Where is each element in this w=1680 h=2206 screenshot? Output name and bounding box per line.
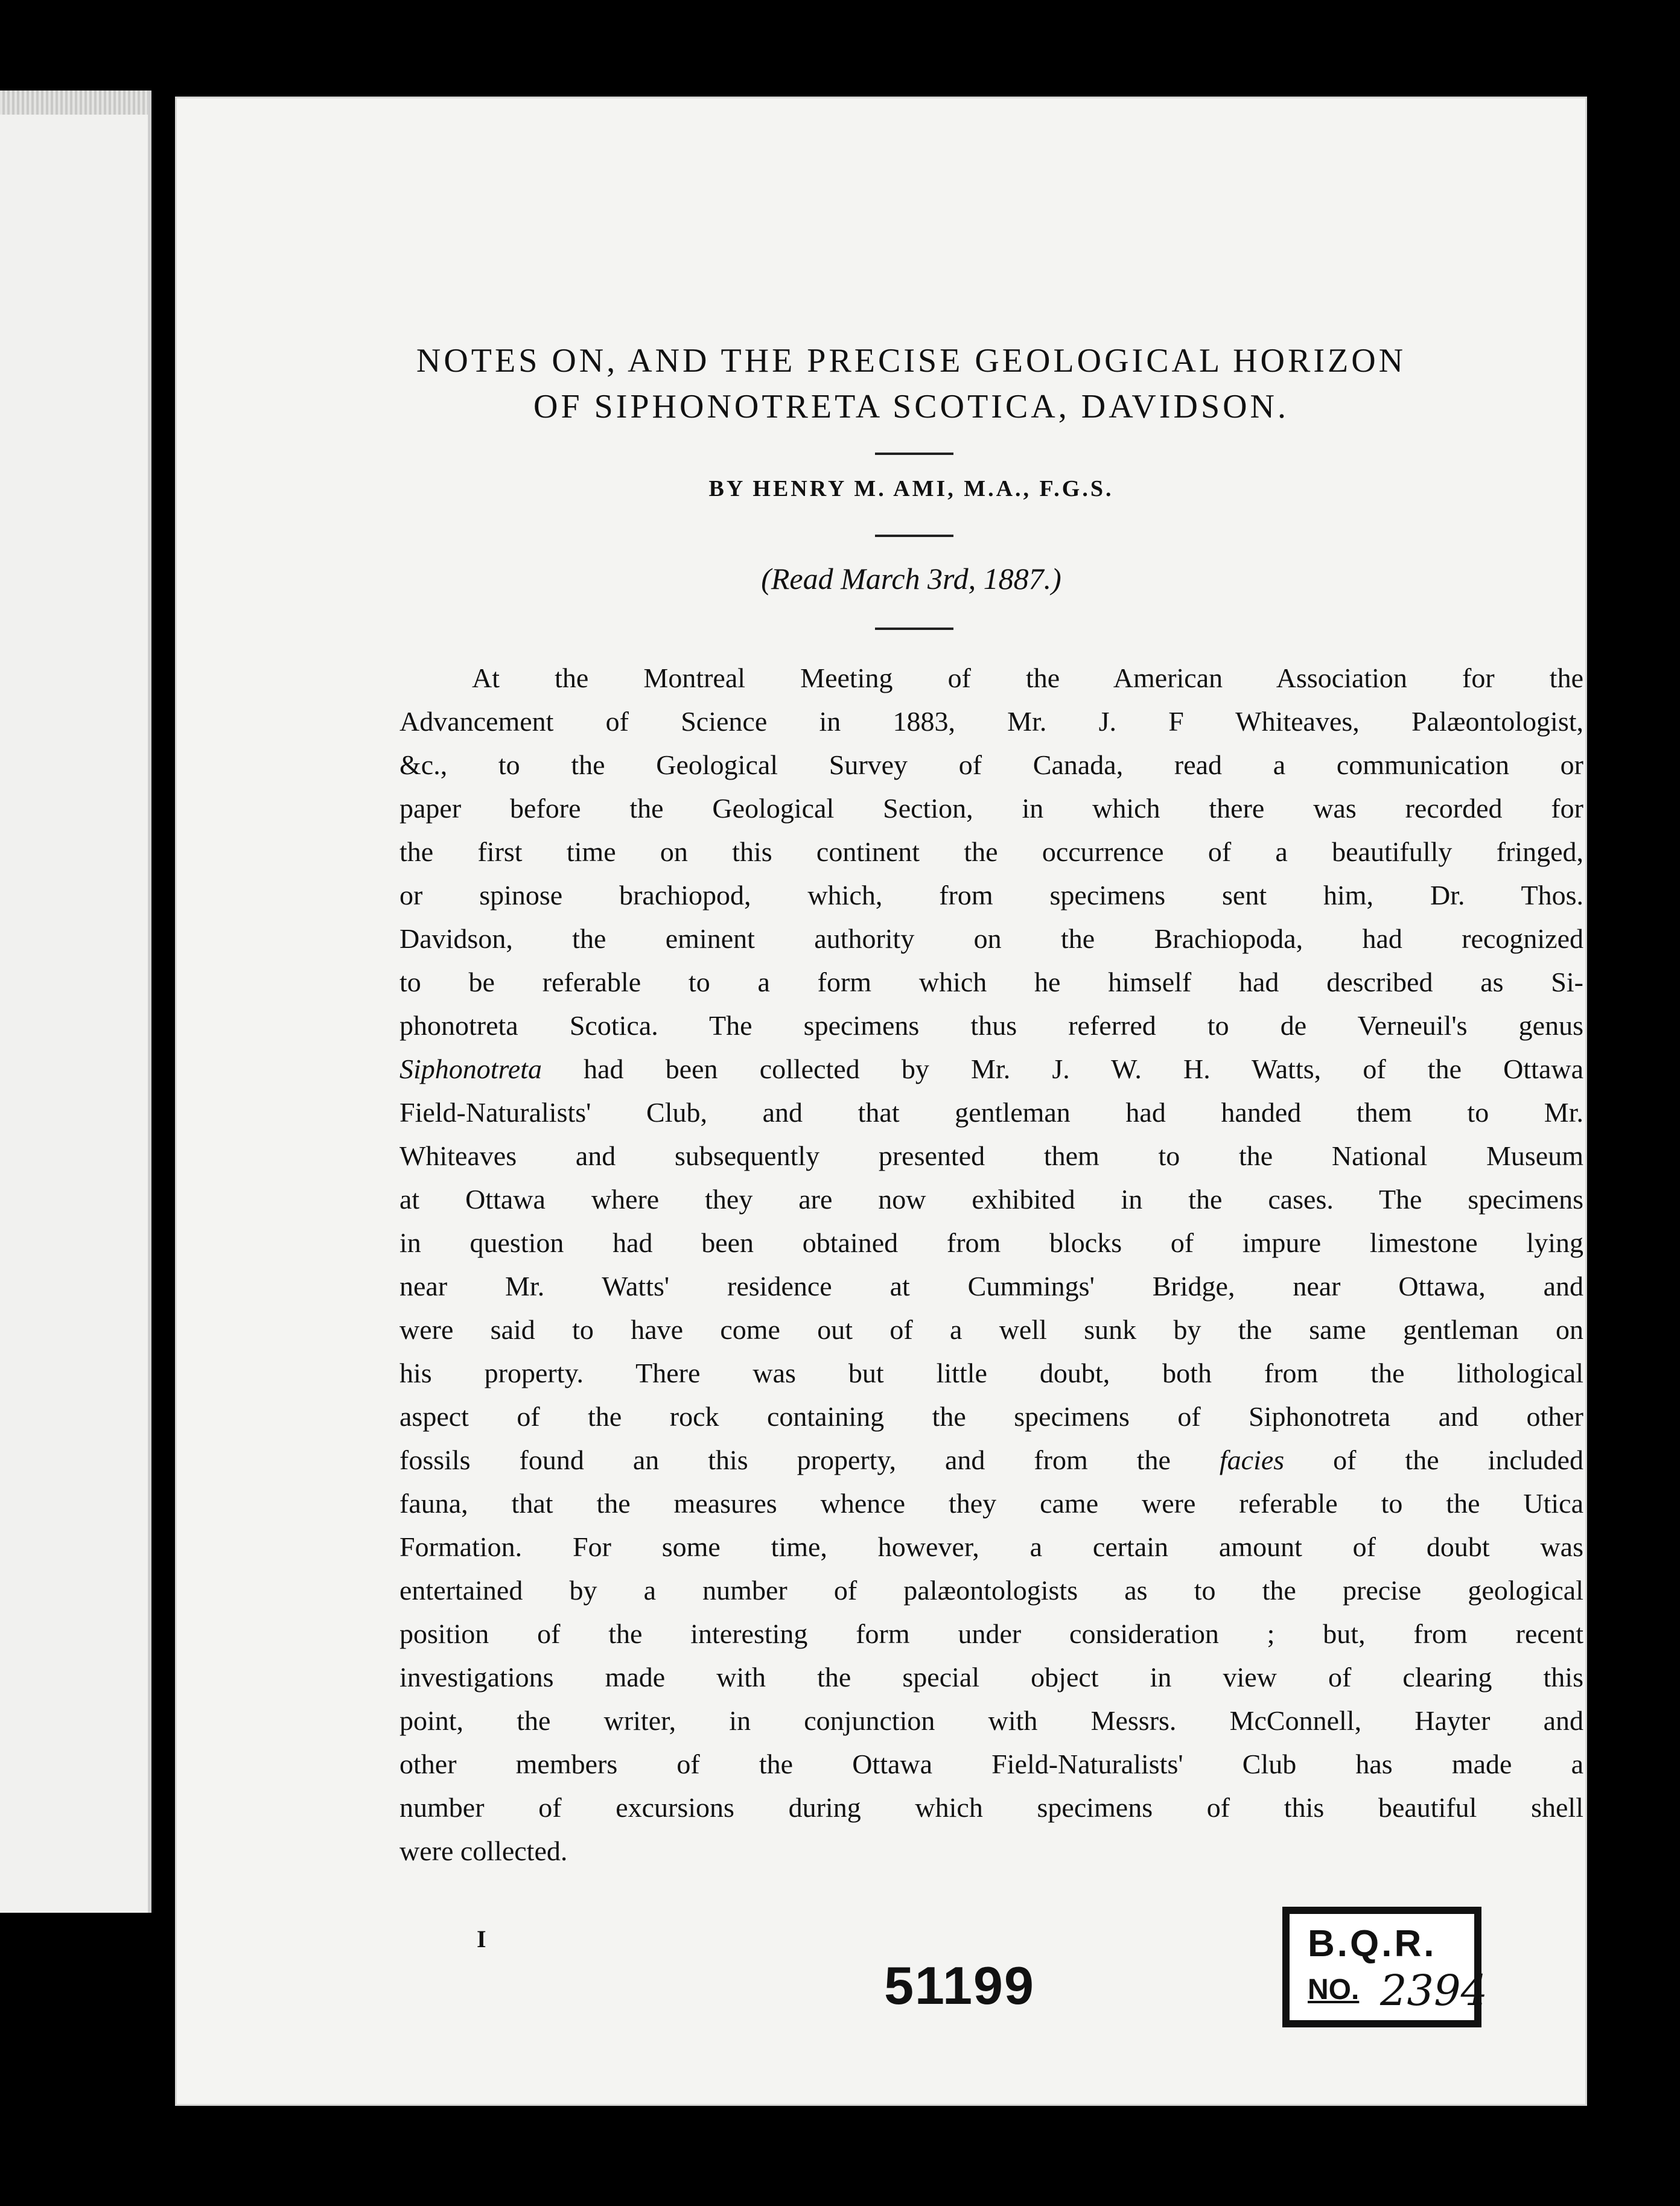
body-paragraph: [399, 656, 1583, 1873]
divider-rule: [875, 453, 953, 455]
body-line: were said to have come out of a well sunk by the same gentleman on: [399, 1314, 1583, 1345]
body-line: Formation. For some time, however, a certain amount of doubt was: [399, 1531, 1583, 1562]
stamp-library-code: B.Q.R.: [1308, 1923, 1437, 1965]
body-line: entertained by a number of palæontologists as to the precise geological: [399, 1575, 1583, 1606]
author-byline: BY HENRY M. AMI, M.A., F.G.S.: [708, 476, 1114, 501]
body-line: to be referable to a form which he himself had described as Si-: [399, 967, 1583, 997]
body-line: fossils found an this property, and from the facies of the included: [399, 1445, 1583, 1475]
body-line: at Ottawa where they are now exhibited in the cases. The specimens: [399, 1184, 1583, 1215]
body-line: Siphonotreta had been collected by Mr. J. W. H. Watts, of the Ottawa: [399, 1054, 1583, 1084]
body-line: position of the interesting form under consideration ; but, from recent: [399, 1618, 1583, 1649]
divider-rule: [875, 628, 953, 630]
stamp-handwritten-number: 2394: [1380, 1966, 1488, 2015]
title-line-2: OF SIPHONOTRETA SCOTICA, DAVIDSON.: [533, 388, 1289, 425]
left-page-edge: [0, 91, 151, 1913]
title-line-1: NOTES ON, AND THE PRECISE GEOLOGICAL HORIZON: [416, 342, 1407, 380]
body-line: Field-Naturalists' Club, and that gentleman had handed them to Mr.: [399, 1097, 1583, 1128]
body-line: point, the writer, in conjunction with Messrs. McConnell, Hayter and: [399, 1705, 1583, 1736]
body-line: At the Montreal Meeting of the American Association for the: [472, 663, 1583, 693]
body-line: were collected.: [399, 1836, 568, 1866]
body-line: fauna, that the measures whence they came were referable to the Utica: [399, 1488, 1583, 1519]
library-stamp: [1282, 1907, 1488, 2027]
body-line: or spinose brachiopod, which, from specimens sent him, Dr. Thos.: [399, 880, 1583, 911]
article-title: [398, 338, 1424, 430]
binding-fold: [0, 91, 148, 115]
body-line: aspect of the rock containing the specimens of Siphonotreta and other: [399, 1401, 1583, 1432]
page-number: I: [477, 1925, 486, 1953]
body-line: Davidson, the eminent authority on the Brachiopoda, had recognized: [399, 923, 1583, 954]
body-line: in question had been obtained from blocks of impure limestone lying: [399, 1227, 1583, 1258]
body-line: number of excursions during which specimens of this beautiful shell: [399, 1792, 1583, 1823]
stamp-no-label: NO.: [1308, 1974, 1360, 2006]
body-line: other members of the Ottawa Field-Naturalists' Club has made a: [399, 1749, 1583, 1779]
body-line: Whiteaves and subsequently presented them to the National Museum: [399, 1140, 1583, 1171]
accession-number: 51199: [884, 1956, 1035, 2015]
body-line: his property. There was but little doubt, both from the lithological: [399, 1358, 1583, 1388]
body-line: Advancement of Science in 1883, Mr. J. F Whiteaves, Palæontologist,: [399, 706, 1583, 737]
read-date: (Read March 3rd, 1887.): [761, 562, 1061, 596]
body-line: near Mr. Watts' residence at Cummings' Bridge, near Ottawa, and: [399, 1271, 1583, 1302]
body-line: phonotreta Scotica. The specimens thus referred to de Verneuil's genus: [399, 1010, 1583, 1041]
body-line: the first time on this continent the occurrence of a beautifully fringed,: [399, 836, 1583, 867]
body-line: &c., to the Geological Survey of Canada, read a communication or: [399, 749, 1583, 780]
document-page: [175, 97, 1587, 2106]
divider-rule: [875, 535, 953, 537]
body-line: paper before the Geological Section, in which there was recorded for: [399, 793, 1583, 824]
body-line: investigations made with the special object in view of clearing this: [399, 1662, 1583, 1693]
